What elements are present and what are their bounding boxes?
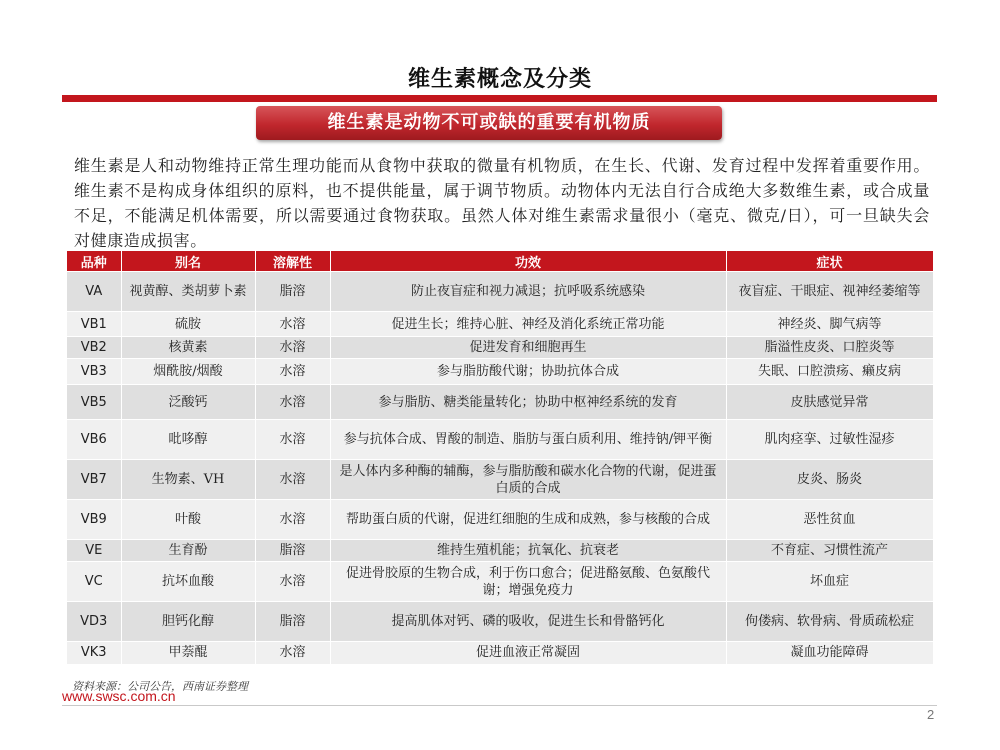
cell-variety: VB3 xyxy=(67,359,121,385)
cell-solubility: 水溶 xyxy=(255,385,330,420)
cell-alias: 抗坏血酸 xyxy=(121,562,255,602)
table-row xyxy=(67,540,933,562)
cell-symptoms: 肌肉痉挛、过敏性湿疹 xyxy=(726,420,933,460)
footer-divider xyxy=(62,705,937,706)
cell-function: 参与抗体合成、胃酸的制造、脂肪与蛋白质利用、维持钠/钾平衡 xyxy=(330,420,726,460)
cell-variety: VB1 xyxy=(67,312,121,337)
table-row xyxy=(67,602,933,642)
header-function: 功效 xyxy=(330,251,726,272)
website-link[interactable]: www.swsc.com.cn xyxy=(62,688,176,704)
cell-alias: 胆钙化醇 xyxy=(121,602,255,642)
cell-alias: 核黄素 xyxy=(121,337,255,359)
cell-alias: 烟酰胺/烟酸 xyxy=(121,359,255,385)
cell-solubility: 水溶 xyxy=(255,460,330,500)
table-row xyxy=(67,460,933,500)
table-row xyxy=(67,642,933,664)
table-row xyxy=(67,359,933,385)
cell-function: 促进血液正常凝固 xyxy=(330,642,726,664)
header-solubility: 溶解性 xyxy=(255,251,330,272)
cell-variety: VE xyxy=(67,540,121,562)
cell-solubility: 水溶 xyxy=(255,562,330,602)
title-divider xyxy=(62,95,937,102)
cell-alias: 生物素、VH xyxy=(121,460,255,500)
cell-symptoms: 凝血功能障碍 xyxy=(726,642,933,664)
page-title: 维生素概念及分类 xyxy=(407,66,592,92)
page-number: 2 xyxy=(927,707,935,722)
cell-function: 促进骨胶原的生物合成，利于伤口愈合；促进酪氨酸、色氨酸代谢；增强免疫力 xyxy=(330,562,726,602)
cell-symptoms: 失眠、口腔溃疡、癞皮病 xyxy=(726,359,933,385)
table-row xyxy=(67,385,933,420)
cell-symptoms: 脂溢性皮炎、口腔炎等 xyxy=(726,337,933,359)
cell-variety: VC xyxy=(67,562,121,602)
cell-alias: 硫胺 xyxy=(121,312,255,337)
cell-variety: VD3 xyxy=(67,602,121,642)
cell-solubility: 水溶 xyxy=(255,337,330,359)
cell-variety: VB6 xyxy=(67,420,121,460)
cell-symptoms: 佝偻病、软骨病、骨质疏松症 xyxy=(726,602,933,642)
cell-alias: 叶酸 xyxy=(121,500,255,540)
cell-variety: VB7 xyxy=(67,460,121,500)
table-row xyxy=(67,272,933,312)
section-banner: 维生素是动物不可或缺的重要有机物质 xyxy=(256,106,722,140)
cell-variety: VA xyxy=(67,272,121,312)
vitamin-table xyxy=(67,251,934,664)
table-row xyxy=(67,312,933,337)
header-symptoms: 症状 xyxy=(726,251,933,272)
cell-solubility: 水溶 xyxy=(255,500,330,540)
cell-symptoms: 皮炎、肠炎 xyxy=(726,460,933,500)
header-variety: 品种 xyxy=(67,251,121,272)
cell-solubility: 水溶 xyxy=(255,642,330,664)
cell-function: 参与脂肪、糖类能量转化；协助中枢神经系统的发育 xyxy=(330,385,726,420)
cell-solubility: 脂溶 xyxy=(255,540,330,562)
table-row xyxy=(67,562,933,602)
cell-function: 提高肌体对钙、磷的吸收，促进生长和骨骼钙化 xyxy=(330,602,726,642)
cell-symptoms: 恶性贫血 xyxy=(726,500,933,540)
table-row xyxy=(67,420,933,460)
cell-solubility: 脂溶 xyxy=(255,272,330,312)
intro-paragraph: 维生素是人和动物维持正常生理功能而从食物中获取的微量有机物质，在生长、代谢、发育过程中发挥着重要作用。维生素不是构成身体组织的原料，也不提供能量，属于调节物质。动物体内无法自行合成绝大多数维生素，或合成量不足，不能满足机体需要，所以需要通过食物获取。虽然人体对维生素需求量很小（毫克、微克/日），可一旦缺失会对健康造成损害。 xyxy=(74,156,930,250)
cell-alias: 生育酚 xyxy=(121,540,255,562)
cell-variety: VK3 xyxy=(67,642,121,664)
cell-variety: VB2 xyxy=(67,337,121,359)
cell-alias: 吡哆醇 xyxy=(121,420,255,460)
cell-solubility: 水溶 xyxy=(255,312,330,337)
table-header-row xyxy=(67,251,933,272)
cell-function: 是人体内多种酶的辅酶，参与脂肪酸和碳水化合物的代谢，促进蛋白质的合成 xyxy=(330,460,726,500)
cell-solubility: 水溶 xyxy=(255,420,330,460)
cell-variety: VB9 xyxy=(67,500,121,540)
cell-function: 促进生长；维持心脏、神经及消化系统正常功能 xyxy=(330,312,726,337)
cell-alias: 视黄醇、类胡萝卜素 xyxy=(121,272,255,312)
cell-function: 帮助蛋白质的代谢，促进红细胞的生成和成熟，参与核酸的合成 xyxy=(330,500,726,540)
cell-alias: 甲萘醌 xyxy=(121,642,255,664)
cell-alias: 泛酸钙 xyxy=(121,385,255,420)
cell-solubility: 水溶 xyxy=(255,359,330,385)
cell-function: 促进发育和细胞再生 xyxy=(330,337,726,359)
cell-function: 参与脂肪酸代谢；协助抗体合成 xyxy=(330,359,726,385)
table-row xyxy=(67,337,933,359)
header-alias: 别名 xyxy=(121,251,255,272)
cell-variety: VB5 xyxy=(67,385,121,420)
cell-symptoms: 夜盲症、干眼症、视神经萎缩等 xyxy=(726,272,933,312)
cell-symptoms: 神经炎、脚气病等 xyxy=(726,312,933,337)
source-note: 资料来源：公司公告，西南证券整理 xyxy=(72,680,248,693)
cell-symptoms: 不育症、习惯性流产 xyxy=(726,540,933,562)
table-row xyxy=(67,500,933,540)
cell-function: 防止夜盲症和视力减退；抗呼吸系统感染 xyxy=(330,272,726,312)
cell-symptoms: 坏血症 xyxy=(726,562,933,602)
cell-symptoms: 皮肤感觉异常 xyxy=(726,385,933,420)
cell-solubility: 脂溶 xyxy=(255,602,330,642)
cell-function: 维持生殖机能；抗氧化、抗衰老 xyxy=(330,540,726,562)
